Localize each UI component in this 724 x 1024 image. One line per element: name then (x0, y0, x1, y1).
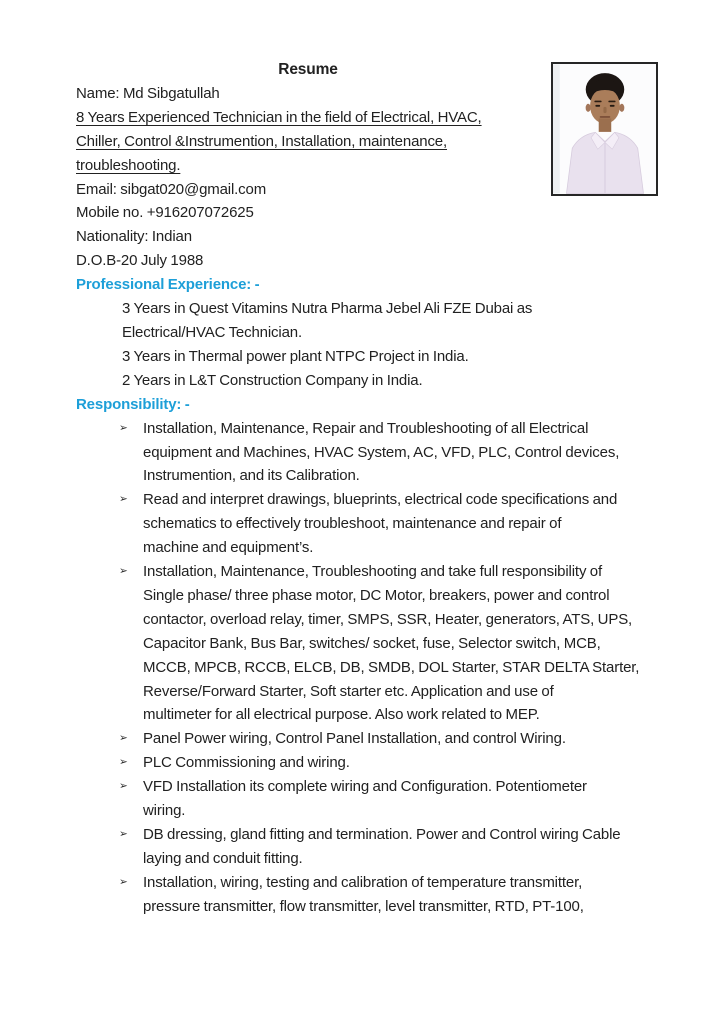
bullet-line: Panel Power wiring, Control Panel Installation, and control Wiring. (143, 730, 566, 748)
bullet-line: Single phase/ three phase motor, DC Motor, breakers, power and control (143, 586, 610, 604)
bullet-line: wiring. (143, 802, 186, 820)
summary-line: troubleshooting. (76, 156, 181, 174)
profile-photo (551, 62, 658, 196)
bullet-arrow-icon: ➢ (119, 421, 128, 434)
bullet-line: DB dressing, gland fitting and termination. Power and Control wiring Cable (143, 826, 621, 843)
bullet-line: machine and equipment’s. (143, 539, 314, 557)
bullet-arrow-icon: ➢ (119, 756, 128, 769)
resume-title: Resume (278, 61, 338, 78)
bullet-line: pressure transmitter, flow transmitter, level transmitter, RTD, PT-100, (143, 897, 584, 915)
bullet-arrow-icon: ➢ (119, 875, 128, 888)
experience-line: 2 Years in L&T Construction Company in India. (122, 371, 423, 389)
bullet-item (76, 560, 668, 727)
bullet-line: multimeter for all electrical purpose. Also work related to MEP. (143, 706, 540, 724)
mobile-line: Mobile no. +916207072625 (76, 204, 254, 222)
bullet-line: VFD Installation its complete wiring and Configuration. Potentiometer (143, 778, 587, 796)
bullet-line: PLC Commissioning and wiring. (143, 754, 350, 772)
bullet-item (76, 823, 668, 871)
bullet-line: Read and interpret drawings, blueprints, electrical code specifications and (143, 491, 618, 509)
summary-line: 8 Years Experienced Technician in the field of Electrical, HVAC, (76, 108, 482, 126)
email-line: Email: sibgat020@gmail.com (76, 180, 267, 198)
bullet-item (76, 751, 668, 775)
name-line: Name: Md Sibgatullah (76, 84, 220, 102)
bullet-line: Installation, wiring, testing and calibration of temperature transmitter, (143, 873, 583, 891)
bullet-line: Reverse/Forward Starter, Soft starter etc. Application and use of (143, 682, 554, 700)
bullet-line: MCCB, MPCB, RCCB, ELCB, DB, SMDB, DOL Starter, STAR DELTA Starter, (143, 658, 640, 676)
experience-heading: Professional Experience: - (76, 276, 260, 294)
bullet-line: Installation, Maintenance, Troubleshooting and take full responsibility of (143, 563, 603, 581)
experience-line: Electrical/HVAC Technician. (122, 323, 302, 341)
bullet-item (76, 488, 668, 560)
bullet-line: schematics to effectively troubleshoot, maintenance and repair of (143, 515, 562, 533)
bullet-line: laying and conduit fitting. (143, 849, 303, 867)
experience-line: 3 Years in Thermal power plant NTPC Project in India. (122, 347, 469, 365)
bullet-item (76, 775, 668, 823)
bullet-line: equipment and Machines, HVAC System, AC, VFD, PLC, Control devices, (143, 443, 620, 461)
bullet-line: Instrumention, and its Calibration. (143, 467, 360, 485)
experience-line: 3 Years in Quest Vitamins Nutra Pharma Jebel Ali FZE Dubai as (122, 300, 533, 318)
dob-line: D.O.B-20 July 1988 (76, 252, 204, 270)
bullet-line: Installation, Maintenance, Repair and Troubleshooting of all Electrical (143, 419, 589, 437)
responsibility-heading: Responsibility: - (76, 395, 190, 413)
bullet-item (76, 417, 668, 489)
bullet-arrow-icon: ➢ (119, 780, 128, 793)
bullet-arrow-icon: ➢ (119, 565, 128, 578)
bullet-arrow-icon: ➢ (119, 828, 128, 840)
bullet-arrow-icon: ➢ (119, 732, 128, 745)
summary-line: Chiller, Control &Instrumention, Installation, maintenance, (76, 132, 448, 150)
bullet-item (76, 727, 668, 751)
portrait-image (553, 64, 656, 194)
bullet-item (76, 871, 668, 919)
nationality-line: Nationality: Indian (76, 228, 192, 246)
bullet-line: contactor, overload relay, timer, SMPS, SSR, Heater, generators, ATS, UPS, (143, 610, 633, 628)
bullet-arrow-icon: ➢ (119, 493, 128, 506)
bullet-line: Capacitor Bank, Bus Bar, switches/ socket, fuse, Selector switch, MCB, (143, 634, 601, 652)
